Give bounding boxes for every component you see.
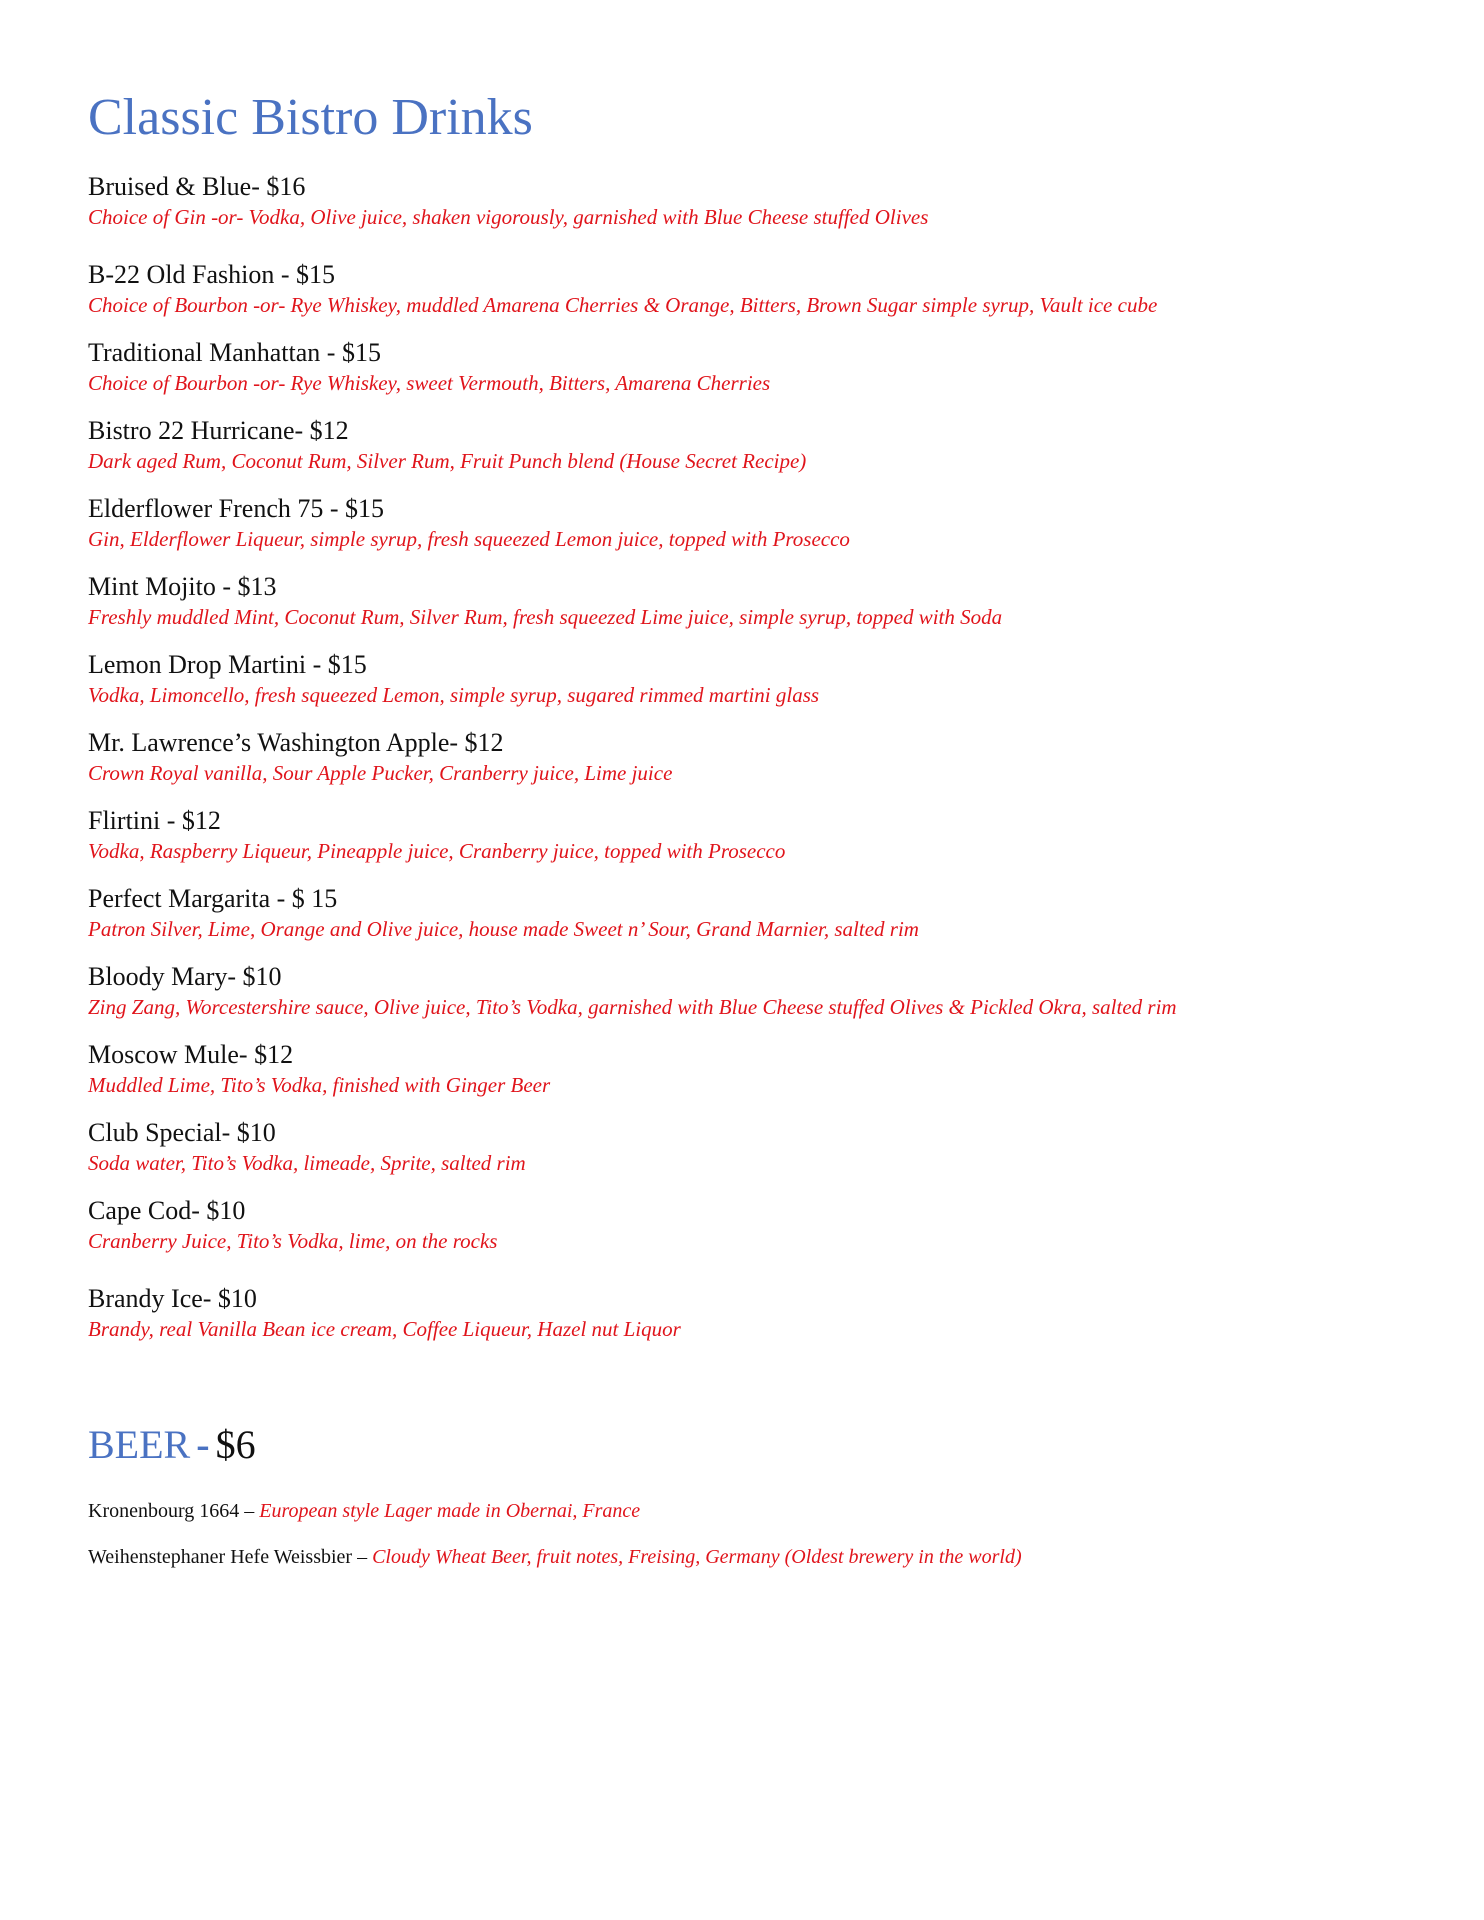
drink-description: Gin, Elderflower Liqueur, simple syrup, fresh squeezed Lemon juice, topped with Prosecco (88, 527, 850, 551)
drink-item (88, 492, 1428, 553)
beer-name: Weihenstephaner Hefe Weissbier (88, 1546, 353, 1568)
drink-name: Club Special- $10 (88, 1118, 276, 1147)
drink-name: Elderflower French 75 - $15 (88, 494, 385, 523)
drink-description: Vodka, Raspberry Liqueur, Pineapple juice, Cranberry juice, topped with Prosecco (88, 839, 786, 863)
beer-item (88, 1497, 1428, 1525)
drink-name: Bruised & Blue- $16 (88, 172, 306, 201)
drink-name: Mr. Lawrence’s Washington Apple- $12 (88, 728, 504, 757)
drink-name: Lemon Drop Martini - $15 (88, 650, 367, 679)
drinks-list (88, 170, 1428, 1343)
beer-heading-dash: - (196, 1422, 210, 1467)
drink-name: Perfect Margarita - $ 15 (88, 884, 338, 913)
beer-description: European style Lager made in Obernai, France (259, 1500, 641, 1522)
drink-description: Choice of Bourbon -or- Rye Whiskey, muddled Amarena Cherries & Orange, Bitters, Brown Sugar simple syrup, Vault ice cube (88, 293, 1158, 317)
drink-description: Patron Silver, Lime, Orange and Olive juice, house made Sweet n’ Sour, Grand Marnier, salted rim (88, 917, 919, 941)
drink-description: Cranberry Juice, Tito’s Vodka, lime, on the rocks (88, 1229, 498, 1253)
menu-page (88, 86, 1428, 1589)
drink-item (88, 336, 1428, 397)
drink-name: Brandy Ice- $10 (88, 1284, 257, 1313)
beer-description: Cloudy Wheat Beer, fruit notes, Freising, Germany (Oldest brewery in the world) (372, 1546, 1022, 1568)
drink-name: Cape Cod- $10 (88, 1196, 246, 1225)
drink-item (88, 1116, 1428, 1177)
menu-title: Classic Bistro Drinks (88, 89, 533, 146)
drink-item (88, 1194, 1428, 1255)
beer-section (88, 1421, 1428, 1571)
beer-separator: – (244, 1500, 255, 1522)
drink-item (88, 170, 1428, 231)
drink-item (88, 648, 1428, 709)
drink-name: Flirtini - $12 (88, 806, 221, 835)
drink-description: Zing Zang, Worcestershire sauce, Olive juice, Tito’s Vodka, garnished with Blue Cheese stuffed Olives & Pickled Okra, salted rim (88, 995, 1177, 1019)
beer-heading (88, 1421, 1428, 1469)
drink-name: Mint Mojito - $13 (88, 572, 277, 601)
drink-name: Traditional Manhattan - $15 (88, 338, 381, 367)
drink-item (88, 804, 1428, 865)
beer-name: Kronenbourg 1664 (88, 1500, 240, 1522)
drink-item (88, 570, 1428, 631)
drink-name: Moscow Mule- $12 (88, 1040, 294, 1069)
drink-description: Dark aged Rum, Coconut Rum, Silver Rum, Fruit Punch blend (House Secret Recipe) (88, 449, 807, 473)
drink-item (88, 882, 1428, 943)
beer-separator: – (357, 1546, 368, 1568)
drink-description: Freshly muddled Mint, Coconut Rum, Silver Rum, fresh squeezed Lime juice, simple syrup, topped with Soda (88, 605, 1003, 629)
drink-description: Choice of Gin -or- Vodka, Olive juice, shaken vigorously, garnished with Blue Cheese stuffed Olives (88, 205, 929, 229)
beer-item (88, 1543, 1428, 1571)
drink-item (88, 1038, 1428, 1099)
drink-description: Soda water, Tito’s Vodka, limeade, Sprite, salted rim (88, 1151, 526, 1175)
drink-item (88, 726, 1428, 787)
drink-name: Bistro 22 Hurricane- $12 (88, 416, 349, 445)
beer-price: $6 (215, 1422, 256, 1467)
drink-description: Choice of Bourbon -or- Rye Whiskey, sweet Vermouth, Bitters, Amarena Cherries (88, 371, 771, 395)
drink-item (88, 414, 1428, 475)
drink-description: Vodka, Limoncello, fresh squeezed Lemon, simple syrup, sugared rimmed martini glass (88, 683, 820, 707)
drink-description: Muddled Lime, Tito’s Vodka, finished with Ginger Beer (88, 1073, 551, 1097)
drink-description: Crown Royal vanilla, Sour Apple Pucker, Cranberry juice, Lime juice (88, 761, 673, 785)
drink-description: Brandy, real Vanilla Bean ice cream, Coffee Liqueur, Hazel nut Liquor (88, 1317, 681, 1341)
beer-heading-label: BEER (88, 1422, 191, 1467)
drink-item (88, 258, 1428, 319)
drink-name: Bloody Mary- $10 (88, 962, 282, 991)
drink-item (88, 1282, 1428, 1343)
drink-name: B-22 Old Fashion - $15 (88, 260, 335, 289)
drink-item (88, 960, 1428, 1021)
